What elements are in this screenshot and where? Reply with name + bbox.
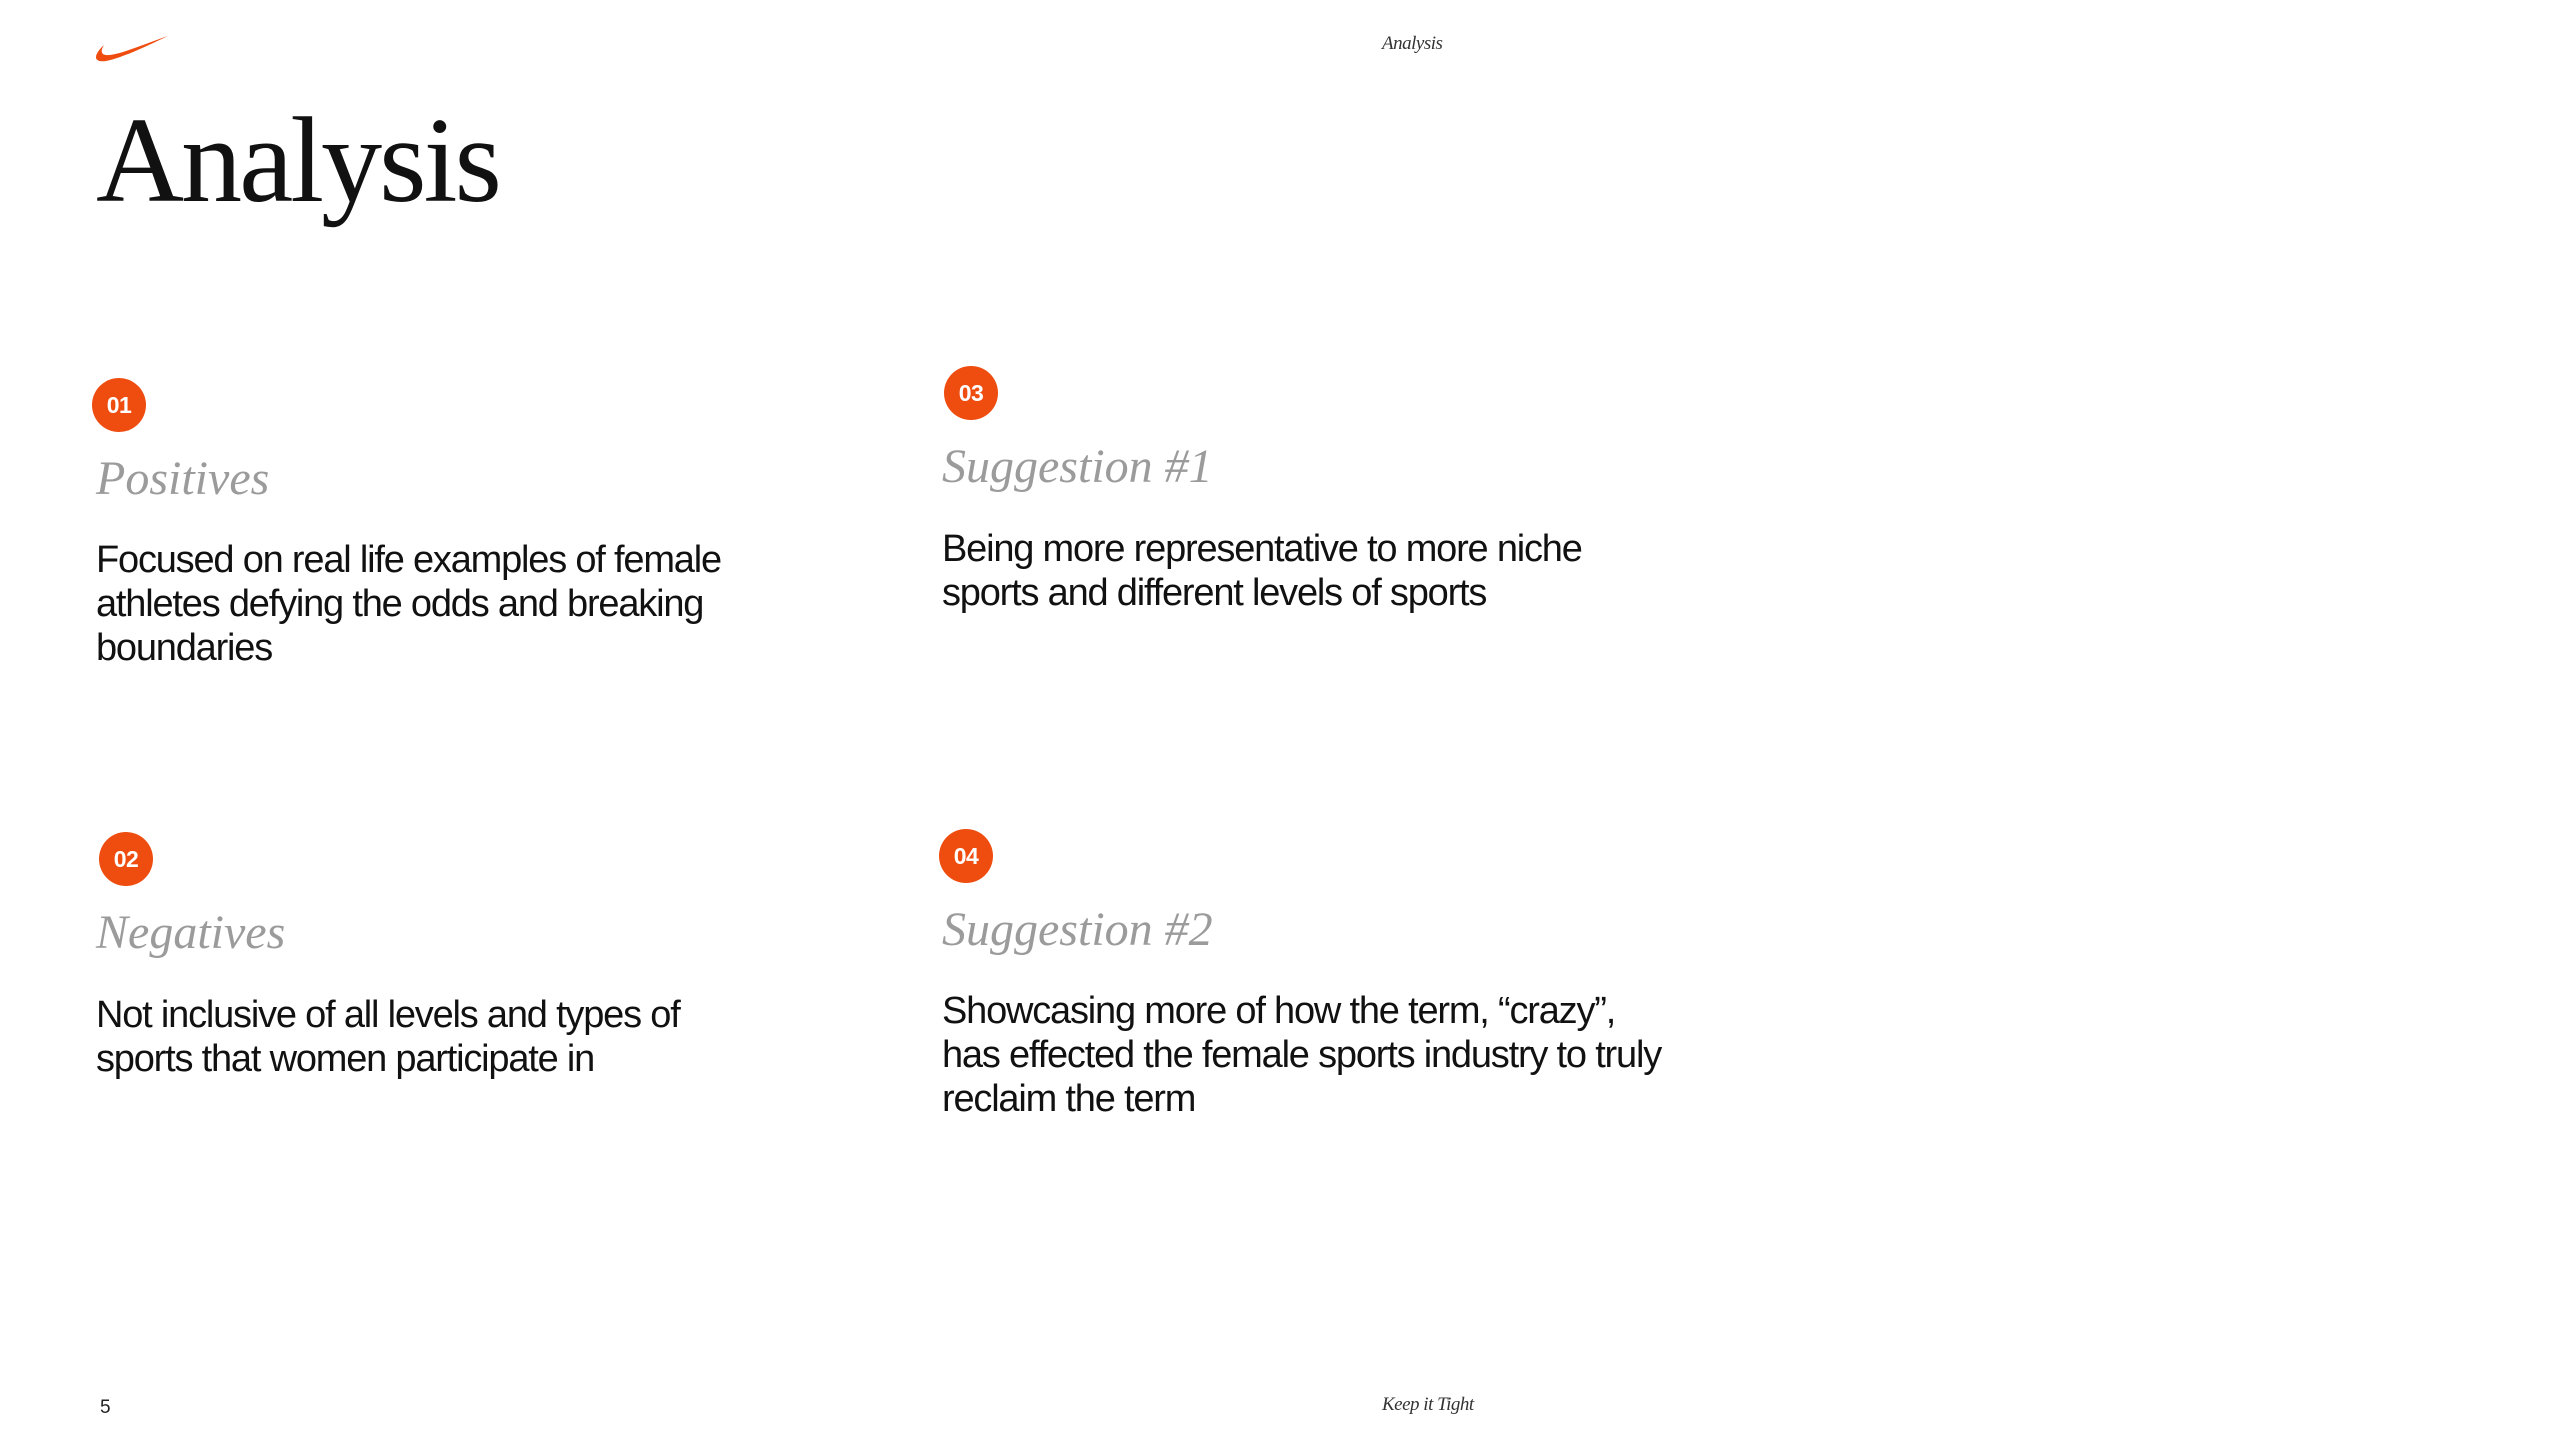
section-body: Not inclusive of all levels and types of sports that women participate in — [96, 994, 680, 1080]
footer-label: Keep it Tight — [1382, 1394, 1474, 1415]
page-number: 5 — [100, 1397, 111, 1418]
section-number-badge: 03 — [944, 366, 998, 420]
header-section-label: Analysis — [1382, 33, 1443, 54]
section-body: Focused on real life examples of female athletes defying the odds and breaking boundaries — [96, 539, 721, 669]
section-heading: Positives — [96, 452, 270, 505]
section-heading: Negatives — [96, 906, 286, 959]
section-number-badge: 02 — [99, 832, 153, 886]
swoosh-icon — [92, 32, 168, 64]
section-number-badge: 01 — [92, 378, 146, 432]
section-heading: Suggestion #2 — [942, 903, 1213, 956]
section-body: Showcasing more of how the term, “crazy”, has effected the female sports industry to truly reclaim the term — [942, 990, 1661, 1120]
section-body: Being more representative to more niche sports and different levels of sports — [942, 528, 1582, 614]
page-title: Analysis — [96, 93, 499, 228]
section-heading: Suggestion #1 — [942, 440, 1213, 493]
section-number-badge: 04 — [939, 829, 993, 883]
